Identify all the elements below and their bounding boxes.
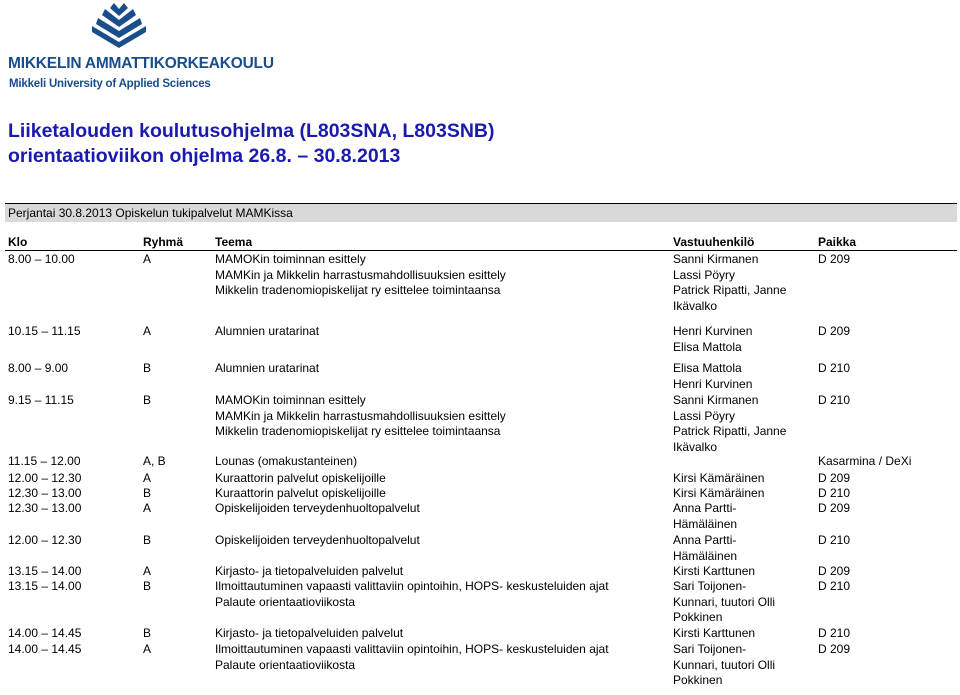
cell-klo: 10.15 – 11.15	[8, 324, 81, 338]
cell-klo: 9.15 – 11.15	[8, 393, 74, 407]
cell-ryhma: B	[143, 361, 152, 375]
cell-teema-line: MAMKin ja Mikkelin harrastusmahdollisuuksien esittely	[215, 267, 506, 282]
cell-teema-line: Alumnien uratarinat	[215, 361, 320, 375]
cell-klo: 12.30 – 13.00	[8, 501, 82, 515]
cell-vastuu-line: Patrick Ripatti, Janne	[673, 424, 787, 438]
cell-teema-line: Ilmoittautuminen vapaasti valittaviin opintoihin, HOPS- keskusteluiden ajat	[215, 642, 609, 656]
col-header-vastuu: Vastuuhenkilö	[673, 235, 755, 249]
document-title	[8, 119, 708, 169]
cell-paikka: D 209	[818, 471, 851, 485]
cell-klo: 8.00 – 9.00	[8, 361, 69, 375]
cell-paikka: D 210	[818, 579, 851, 593]
cell-vastuu	[673, 564, 755, 580]
cell-vastuu	[673, 361, 752, 392]
cell-teema-line: Kirjasto- ja tietopalveluiden palvelut	[215, 564, 404, 578]
cell-ryhma: A, B	[143, 454, 166, 468]
cell-klo: 14.00 – 14.45	[8, 642, 82, 656]
cell-vastuu	[673, 642, 775, 689]
cell-teema-line: Opiskelijoiden terveydenhuoltopalvelut	[215, 501, 420, 515]
open-book-logo-icon	[88, 2, 150, 54]
cell-vastuu	[673, 626, 755, 642]
cell-teema	[215, 626, 403, 642]
cell-teema	[215, 579, 609, 610]
cell-vastuu-line: Elisa Mattola	[673, 361, 742, 375]
cell-vastuu-line: Pokkinen	[673, 673, 723, 687]
logo-institution-name: MIKKELIN AMMATTIKORKEAKOULU	[8, 55, 274, 72]
cell-klo: 13.15 – 14.00	[8, 579, 82, 593]
cell-teema-line: Mikkelin tradenomiopiskelijat ry esittelee toimintaansa	[215, 283, 501, 297]
cell-klo: 13.15 – 14.00	[8, 564, 82, 578]
cell-vastuu-line: Sari Toijonen-	[673, 642, 747, 656]
cell-ryhma: A	[143, 471, 152, 485]
cell-vastuu-line: Kirsi Kämäräinen	[673, 486, 765, 500]
table-header-row	[5, 233, 957, 251]
logo-institution-subname: Mikkeli University of Applied Sciences	[9, 78, 211, 90]
cell-vastuu-line: Hämäläinen	[673, 516, 738, 531]
cell-vastuu-line: Kirsti Karttunen	[673, 626, 756, 640]
cell-vastuu-line: Pokkinen	[673, 610, 723, 624]
cell-ryhma: A	[143, 642, 152, 656]
cell-teema-line: MAMOKin toiminnan esittely	[215, 393, 366, 407]
cell-vastuu-line: Henri Kurvinen	[673, 324, 753, 338]
cell-klo: 14.00 – 14.45	[8, 626, 82, 640]
cell-paikka: D 210	[818, 486, 851, 500]
cell-teema-line: Opiskelijoiden terveydenhuoltopalvelut	[215, 533, 420, 547]
cell-ryhma: A	[143, 501, 152, 515]
col-header-teema: Teema	[215, 235, 253, 249]
cell-teema	[215, 454, 357, 470]
cell-paikka: Kasarmina / DeXi	[818, 454, 912, 468]
cell-teema	[215, 471, 386, 487]
cell-paikka: D 209	[818, 564, 851, 578]
cell-teema-line: Palaute orientaatioviikosta	[215, 657, 356, 672]
cell-teema	[215, 501, 420, 517]
cell-teema-line: Kirjasto- ja tietopalveluiden palvelut	[215, 626, 404, 640]
cell-vastuu	[673, 324, 752, 355]
cell-vastuu-line: Ikävalko	[673, 298, 718, 313]
cell-ryhma: A	[143, 324, 152, 338]
cell-vastuu-line: Patrick Ripatti, Janne	[673, 283, 787, 297]
day-header: Perjantai 30.8.2013 Opiskelun tukipalvelut MAMKissa	[5, 203, 957, 222]
cell-vastuu	[673, 393, 786, 455]
cell-ryhma: B	[143, 533, 152, 547]
cell-teema	[215, 533, 420, 549]
cell-paikka: D 210	[818, 626, 851, 640]
cell-klo: 11.15 – 12.00	[8, 454, 81, 468]
title-line-2: orientaatioviikon ohjelma 26.8. – 30.8.2013	[8, 145, 401, 167]
cell-teema	[215, 393, 506, 440]
cell-klo: 12.00 – 12.30	[8, 533, 82, 547]
cell-ryhma: A	[143, 564, 152, 578]
cell-ryhma: B	[143, 486, 152, 500]
cell-teema	[215, 642, 609, 673]
cell-paikka: D 209	[818, 324, 851, 338]
cell-vastuu-line: Hämäläinen	[673, 548, 738, 563]
mamk-logo	[8, 2, 274, 94]
cell-teema-line: Palaute orientaatioviikosta	[215, 594, 356, 609]
cell-paikka: D 210	[818, 533, 851, 547]
cell-ryhma: B	[143, 579, 152, 593]
cell-vastuu-line: Sari Toijonen-	[673, 579, 747, 593]
cell-teema-line: Kuraattorin palvelut opiskelijoille	[215, 486, 386, 500]
cell-vastuu	[673, 486, 764, 502]
cell-teema-line: Ilmoittautuminen vapaasti valittaviin opintoihin, HOPS- keskusteluiden ajat	[215, 579, 609, 593]
cell-vastuu-line: Lassi Pöyry	[673, 267, 736, 282]
cell-teema	[215, 252, 506, 299]
cell-ryhma: B	[143, 626, 152, 640]
title-line-1: Liiketalouden koulutusohjelma (L803SNA, L803SNB)	[8, 120, 495, 142]
cell-teema-line: Mikkelin tradenomiopiskelijat ry esittelee toimintaansa	[215, 424, 501, 438]
cell-paikka: D 210	[818, 393, 851, 407]
cell-teema	[215, 361, 319, 377]
cell-ryhma: B	[143, 393, 152, 407]
cell-teema	[215, 324, 319, 340]
cell-vastuu-line: Elisa Mattola	[673, 339, 742, 354]
cell-teema	[215, 564, 403, 580]
cell-teema-line: MAMKin ja Mikkelin harrastusmahdollisuuksien esittely	[215, 408, 506, 423]
cell-paikka: D 209	[818, 642, 851, 656]
header-divider	[5, 250, 957, 251]
col-header-ryhma: Ryhmä	[143, 235, 184, 249]
cell-vastuu-line: Anna Partti-	[673, 533, 737, 547]
cell-teema-line: Lounas (omakustanteinen)	[215, 454, 358, 468]
cell-klo: 8.00 – 10.00	[8, 252, 75, 266]
cell-vastuu	[673, 579, 775, 626]
col-header-paikka: Paikka	[818, 235, 857, 249]
cell-vastuu-line: Kunnari, tuutori Olli	[673, 657, 776, 672]
cell-vastuu	[673, 533, 737, 564]
cell-paikka: D 210	[818, 361, 851, 375]
cell-vastuu-line: Sanni Kirmanen	[673, 393, 759, 407]
cell-teema-line: MAMOKin toiminnan esittely	[215, 252, 366, 266]
cell-paikka: D 209	[818, 252, 851, 266]
cell-vastuu-line: Anna Partti-	[673, 501, 737, 515]
cell-teema-line: Kuraattorin palvelut opiskelijoille	[215, 471, 386, 485]
cell-teema	[215, 486, 386, 502]
cell-paikka: D 209	[818, 501, 851, 515]
cell-vastuu-line: Kirsti Karttunen	[673, 564, 756, 578]
cell-vastuu-line: Lassi Pöyry	[673, 408, 736, 423]
cell-klo: 12.00 – 12.30	[8, 471, 82, 485]
cell-vastuu-line: Kunnari, tuutori Olli	[673, 594, 776, 609]
cell-teema-line: Alumnien uratarinat	[215, 324, 320, 338]
cell-klo: 12.30 – 13.00	[8, 486, 82, 500]
cell-vastuu-line: Kirsi Kämäräinen	[673, 471, 765, 485]
cell-vastuu	[673, 252, 786, 314]
cell-vastuu	[673, 471, 764, 487]
col-header-klo: Klo	[8, 235, 28, 249]
cell-vastuu-line: Sanni Kirmanen	[673, 252, 759, 266]
cell-vastuu	[673, 501, 737, 532]
cell-vastuu-line: Ikävalko	[673, 439, 718, 454]
cell-vastuu-line: Henri Kurvinen	[673, 376, 753, 391]
cell-ryhma: A	[143, 252, 152, 266]
